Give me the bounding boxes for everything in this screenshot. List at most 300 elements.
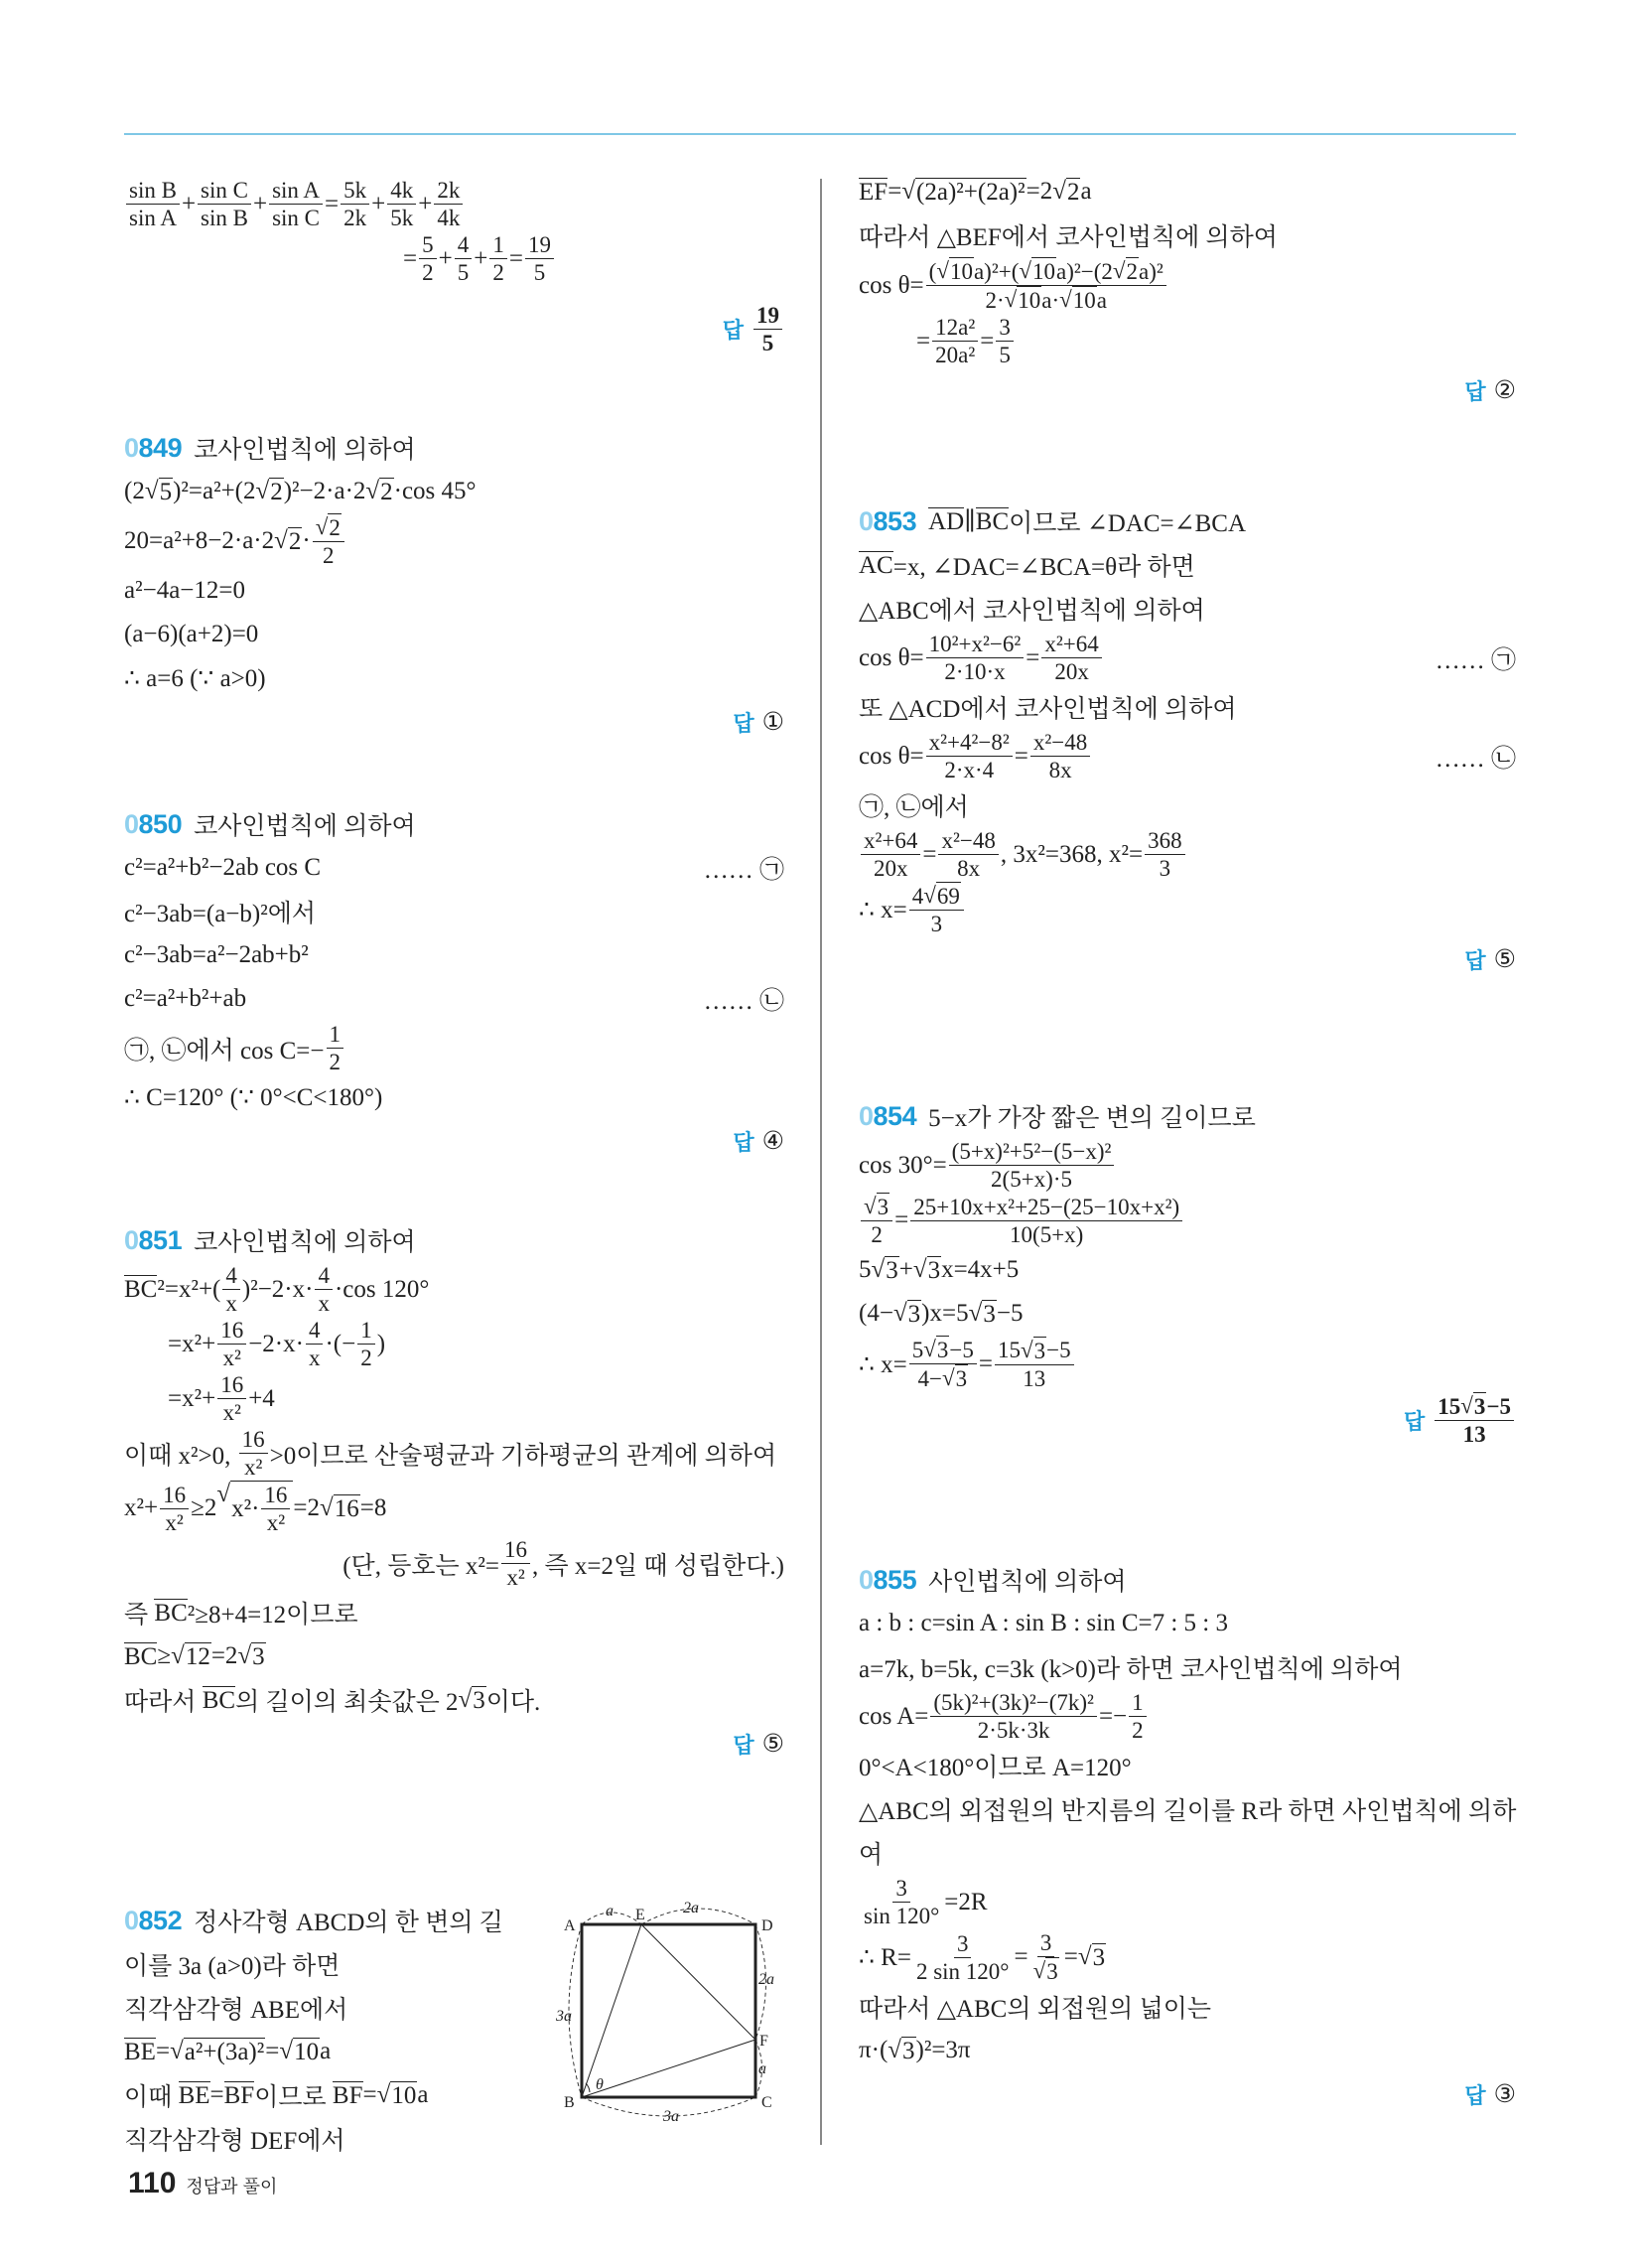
segment-overline: BC bbox=[154, 1599, 188, 1627]
fraction bbox=[1435, 1392, 1514, 1448]
square-root bbox=[893, 1300, 921, 1329]
solution-line bbox=[124, 1481, 784, 1536]
math-text: c²−3ab=(a−b)²에서 bbox=[124, 901, 317, 927]
square-root bbox=[888, 2037, 915, 2065]
math-text: 4 bbox=[225, 1263, 237, 1288]
square-root bbox=[274, 527, 302, 556]
label-d: D bbox=[761, 1917, 773, 1934]
math-text: ²≥8+4=12이므로 bbox=[187, 1602, 358, 1629]
math-text: x² bbox=[165, 1509, 184, 1535]
math-text: 15 bbox=[997, 1338, 1021, 1362]
segment-overline: BE bbox=[178, 2081, 210, 2109]
square-root bbox=[1033, 1957, 1059, 1985]
radicand bbox=[293, 2038, 320, 2066]
denominator bbox=[941, 658, 1008, 685]
math-text: 2 bbox=[1066, 178, 1080, 206]
square-root bbox=[365, 478, 393, 506]
answer-label: 답 bbox=[733, 710, 754, 736]
solution-line bbox=[859, 729, 1516, 783]
math-text: 3 bbox=[930, 912, 943, 936]
numerator bbox=[892, 1875, 910, 1903]
fraction bbox=[306, 1317, 324, 1371]
segment-overline: BC bbox=[202, 1686, 236, 1714]
segment-overline: AD bbox=[928, 507, 965, 535]
math-text: 즉 bbox=[124, 1602, 155, 1629]
square-root bbox=[145, 478, 173, 506]
radical-sign-icon: √ bbox=[923, 883, 936, 908]
fraction bbox=[1030, 1929, 1062, 1985]
fraction bbox=[910, 1194, 1182, 1248]
solution-line bbox=[124, 1536, 784, 1591]
denominator bbox=[503, 1564, 527, 1591]
math-text: = bbox=[894, 1206, 909, 1233]
math-text: 2(5+x)·5 bbox=[991, 1167, 1072, 1192]
math-text: )²−2·a·2 bbox=[283, 478, 366, 504]
fraction bbox=[357, 1317, 375, 1371]
math-text: x²−48 bbox=[941, 828, 996, 853]
math-text: = bbox=[403, 244, 418, 272]
square-root bbox=[279, 2038, 320, 2066]
math-text: 따라서 △BEF에서 코사인법칙에 의하여 bbox=[859, 224, 1278, 251]
solution-line bbox=[859, 213, 1516, 257]
fraction bbox=[434, 177, 463, 231]
denominator bbox=[1007, 1221, 1086, 1248]
math-text: 3 bbox=[895, 1876, 907, 1901]
math-text: 3 bbox=[1046, 1959, 1058, 1984]
square-root bbox=[872, 1256, 899, 1285]
math-text: 20=a²+8−2·a·2 bbox=[124, 527, 275, 554]
math-text: △ABC에서 코사인법칙에 의하여 bbox=[859, 598, 1205, 625]
math-text: 16 bbox=[334, 1494, 359, 1522]
math-text: a²+(3a)² bbox=[184, 2038, 265, 2065]
answer-value bbox=[1494, 2079, 1516, 2109]
denominator bbox=[327, 1049, 344, 1075]
radical-sign-icon: √ bbox=[901, 177, 916, 205]
fraction bbox=[217, 1317, 246, 1371]
numerator bbox=[126, 177, 180, 205]
label-e: E bbox=[635, 1907, 645, 1923]
fraction bbox=[419, 231, 437, 286]
math-text: =2 bbox=[210, 1642, 238, 1669]
radical-sign-icon: √ bbox=[1460, 1393, 1473, 1418]
math-text: ∴ x= bbox=[859, 897, 907, 923]
math-text: cos θ= bbox=[859, 742, 924, 770]
math-text: 5 bbox=[159, 478, 173, 505]
math-text: 368 bbox=[1148, 828, 1182, 853]
solution-line bbox=[859, 1193, 1516, 1248]
math-text: 3 bbox=[1473, 1394, 1486, 1419]
fraction bbox=[1030, 729, 1090, 783]
numerator bbox=[434, 177, 463, 205]
radicand bbox=[159, 478, 174, 506]
denominator bbox=[306, 1345, 324, 1371]
math-text: cos A= bbox=[859, 1702, 929, 1730]
radicand bbox=[1045, 1957, 1059, 1985]
math-text: 5 bbox=[457, 260, 470, 285]
denominator bbox=[928, 911, 946, 937]
radical-sign-icon: √ bbox=[942, 1365, 955, 1390]
solution-line bbox=[859, 827, 1516, 882]
math-text: sin B bbox=[129, 178, 177, 203]
segment-overline: BC bbox=[124, 1642, 158, 1670]
math-text: ≥ bbox=[157, 1642, 172, 1669]
fraction bbox=[313, 513, 344, 569]
math-text: 20a² bbox=[935, 343, 976, 367]
numerator bbox=[261, 1482, 290, 1509]
math-text: 20x bbox=[1054, 659, 1089, 684]
radical-sign-icon: √ bbox=[936, 258, 949, 283]
math-text: = bbox=[362, 2081, 377, 2108]
denominator bbox=[387, 205, 416, 231]
math-text: 2·x·4 bbox=[944, 758, 995, 782]
numerator bbox=[313, 513, 344, 542]
math-text: 3 bbox=[877, 1195, 889, 1219]
radicand bbox=[901, 2037, 916, 2065]
math-text: 코사인법칙에 의하여 bbox=[194, 437, 416, 464]
radical-sign-icon: √ bbox=[888, 2036, 902, 2063]
problem-number-prefix: 0 bbox=[859, 505, 874, 536]
problem-number-rest: 853 bbox=[873, 505, 917, 536]
problem-number bbox=[124, 433, 182, 464]
radical-sign-icon: √ bbox=[1004, 287, 1018, 312]
problem-number bbox=[859, 506, 916, 537]
square-root bbox=[320, 1494, 360, 1523]
math-text: 13 bbox=[1462, 1422, 1486, 1447]
math-text: = bbox=[888, 178, 902, 205]
solution-line bbox=[859, 1929, 1516, 1985]
math-text: −5 bbox=[1486, 1393, 1511, 1419]
fraction bbox=[269, 177, 323, 231]
math-text: 4k bbox=[390, 178, 414, 203]
fraction bbox=[501, 1536, 530, 1591]
denominator bbox=[241, 1454, 265, 1481]
solution-line bbox=[859, 1602, 1516, 1645]
solution-line bbox=[859, 1292, 1516, 1336]
math-text: 코사인법칙에 의하여 bbox=[194, 813, 416, 840]
solution-line bbox=[124, 470, 784, 513]
radical-sign-icon: √ bbox=[144, 477, 159, 504]
fraction bbox=[341, 177, 369, 231]
math-text: = bbox=[1026, 643, 1040, 671]
solution-line bbox=[859, 1875, 1516, 1929]
solution-line bbox=[124, 613, 784, 656]
math-text: = bbox=[916, 327, 931, 354]
math-text: 2 bbox=[288, 527, 302, 555]
math-text: · bbox=[302, 527, 311, 554]
math-text: x=4x+5 bbox=[941, 1256, 1020, 1283]
radical-sign-icon: √ bbox=[170, 2037, 184, 2064]
math-text: 1 bbox=[1132, 1690, 1144, 1715]
math-text: 의 길이의 최솟값은 2 bbox=[235, 1689, 459, 1716]
square-root bbox=[1005, 286, 1042, 314]
denominator bbox=[455, 259, 473, 286]
math-text: )²=3π bbox=[915, 2037, 971, 2063]
numerator bbox=[341, 177, 369, 205]
denominator bbox=[1157, 855, 1174, 882]
solution-line bbox=[859, 685, 1516, 729]
solution-line bbox=[124, 1262, 784, 1317]
problem-number bbox=[859, 1101, 916, 1132]
math-text: sin 120° bbox=[864, 1904, 940, 1928]
solution-0854 bbox=[859, 1094, 1516, 1448]
solution-line bbox=[859, 1689, 1516, 1744]
denominator bbox=[915, 1364, 972, 1392]
square-root bbox=[901, 178, 1026, 207]
square-root bbox=[256, 478, 284, 506]
solution-line bbox=[859, 1744, 1516, 1787]
denominator bbox=[1030, 1957, 1062, 1985]
math-text: =2 bbox=[293, 1494, 321, 1521]
math-text: a bbox=[320, 2038, 332, 2064]
math-text: + bbox=[181, 190, 197, 217]
math-text: 사인법칙에 의하여 bbox=[928, 1569, 1127, 1596]
math-text: 5 bbox=[999, 343, 1011, 367]
label-b: B bbox=[564, 2094, 575, 2111]
math-text: = bbox=[265, 2038, 280, 2064]
math-text: △ABC의 외접원의 반지름의 길이를 R라 하면 사인법칙에 의하 bbox=[859, 1798, 1517, 1825]
math-text: 10 bbox=[1018, 288, 1041, 313]
math-text: 2· bbox=[985, 287, 1005, 313]
math-text: a)²+( bbox=[973, 258, 1020, 284]
math-text: (5+x)²+5²−(5−x)² bbox=[951, 1139, 1112, 1164]
math-text: 2 bbox=[1132, 1718, 1144, 1743]
math-text: x²+ bbox=[124, 1494, 159, 1521]
math-text: (2 bbox=[124, 478, 145, 504]
math-text: 3 bbox=[907, 1300, 921, 1328]
answer-label: 답 bbox=[722, 318, 744, 343]
denominator bbox=[975, 1717, 1053, 1744]
math-text: cos θ= bbox=[859, 271, 924, 299]
math-text: 따라서 △ABC의 외접원의 넓이는 bbox=[859, 1996, 1212, 2023]
radicand bbox=[1072, 286, 1097, 314]
fraction bbox=[126, 177, 180, 231]
math-text: x²· bbox=[231, 1494, 260, 1522]
math-text: 8x bbox=[957, 856, 981, 881]
angle-arc bbox=[586, 2083, 590, 2092]
math-text: 10 bbox=[949, 259, 973, 284]
math-text: =2 bbox=[1026, 178, 1053, 205]
radicand bbox=[927, 1256, 942, 1285]
square-diagram bbox=[556, 1887, 814, 2145]
math-text: 5 bbox=[859, 1256, 872, 1283]
problem-number-rest: 852 bbox=[138, 1905, 183, 1935]
radicand bbox=[251, 1642, 266, 1671]
page-number: 110 bbox=[128, 2167, 177, 2199]
answer-value bbox=[752, 302, 784, 356]
problem-number-rest: 854 bbox=[873, 1100, 917, 1131]
fraction bbox=[198, 177, 251, 231]
numerator bbox=[932, 314, 978, 342]
numerator bbox=[909, 882, 964, 911]
radical-sign-icon: √ bbox=[1112, 258, 1126, 283]
numerator bbox=[954, 1930, 972, 1958]
radicand bbox=[955, 1364, 969, 1392]
radical-sign-icon: √ bbox=[864, 1194, 877, 1218]
square-root bbox=[1078, 1943, 1106, 1972]
problem-number-rest: 855 bbox=[873, 1564, 917, 1595]
math-text: c²=a²+b²+ab bbox=[124, 985, 247, 1012]
math-text: 4k bbox=[437, 206, 461, 230]
radicand bbox=[1017, 286, 1041, 314]
math-text: 13 bbox=[1023, 1365, 1046, 1391]
problem-number bbox=[124, 1906, 182, 1936]
segment-overline: BF bbox=[223, 2081, 255, 2109]
math-text: + bbox=[474, 244, 488, 272]
denominator bbox=[531, 259, 549, 286]
numerator bbox=[198, 177, 251, 205]
fraction bbox=[913, 1930, 1013, 1985]
numerator bbox=[938, 827, 998, 855]
fraction bbox=[930, 1689, 1097, 1744]
denominator bbox=[868, 1221, 886, 1248]
math-text: 따라서 bbox=[124, 1689, 203, 1716]
math-text: 직각삼각형 DEF에서 bbox=[124, 2128, 345, 2155]
answer-line bbox=[859, 2072, 1516, 2116]
denominator bbox=[861, 1903, 942, 1929]
square-root bbox=[170, 2038, 265, 2066]
math-text: 3 bbox=[886, 1256, 898, 1284]
math-text: 5 bbox=[761, 331, 774, 355]
math-text: ④ bbox=[761, 1128, 784, 1155]
problem-heading bbox=[124, 1218, 784, 1262]
square-root bbox=[923, 882, 961, 910]
numerator bbox=[926, 729, 1013, 757]
denominator bbox=[932, 342, 978, 368]
radicand bbox=[230, 1481, 293, 1536]
radicand bbox=[982, 1300, 997, 1329]
fraction bbox=[938, 827, 998, 882]
fraction bbox=[315, 1262, 333, 1317]
radical-sign-icon: √ bbox=[1032, 1958, 1046, 1983]
denominator bbox=[913, 1958, 1013, 1985]
math-text: + bbox=[898, 1256, 913, 1283]
math-text: (a−6)(a+2)=0 bbox=[124, 621, 259, 647]
solution-line bbox=[124, 656, 784, 700]
numerator bbox=[1145, 827, 1185, 855]
math-text: 2 bbox=[360, 1346, 372, 1370]
fraction bbox=[926, 257, 1166, 314]
math-text: a)²−(2 bbox=[1055, 258, 1113, 284]
radicand bbox=[1473, 1392, 1487, 1420]
radical-sign-icon: √ bbox=[365, 477, 380, 504]
math-text: 2 bbox=[492, 260, 504, 285]
solution-line bbox=[859, 783, 1516, 827]
square-root bbox=[942, 1364, 968, 1392]
numerator bbox=[501, 1536, 530, 1564]
math-text: −2·x· bbox=[248, 1330, 304, 1357]
answer-label: 답 bbox=[1464, 947, 1486, 973]
math-text: ∥ bbox=[964, 508, 976, 535]
numerator bbox=[455, 231, 473, 259]
solution-line bbox=[859, 170, 1516, 213]
math-text: x² bbox=[222, 1346, 241, 1370]
radical-sign-icon: √ bbox=[216, 1481, 231, 1507]
square-root bbox=[1021, 1337, 1046, 1364]
label-a: A bbox=[564, 1917, 576, 1934]
fraction bbox=[455, 231, 473, 286]
math-text: 3 bbox=[252, 1642, 265, 1670]
math-text: −5 bbox=[996, 1300, 1024, 1327]
math-text: a²−4a−12=0 bbox=[124, 577, 245, 604]
math-text: a : b : c=sin A : sin B : sin C=7 : 5 : 3 bbox=[859, 1610, 1228, 1636]
square-root bbox=[216, 1481, 293, 1536]
math-text: 10 bbox=[294, 2038, 320, 2065]
math-text: = bbox=[155, 2038, 171, 2064]
equation-marker: …… ㉠ bbox=[703, 857, 784, 884]
math-text: 5 bbox=[533, 260, 546, 285]
math-text: = bbox=[1014, 1943, 1028, 1970]
radical-sign-icon: √ bbox=[376, 2080, 391, 2108]
radicand bbox=[1033, 1337, 1047, 1364]
numerator bbox=[217, 1317, 246, 1345]
radical-sign-icon: √ bbox=[1059, 287, 1072, 312]
denominator bbox=[988, 1166, 1075, 1193]
solution-line bbox=[859, 257, 1516, 314]
fraction bbox=[753, 302, 782, 356]
math-text: (단, 등호는 x²= bbox=[342, 1552, 500, 1580]
fraction bbox=[261, 1482, 290, 1536]
math-text: 2·10·x bbox=[944, 659, 1006, 684]
radical-sign-icon: √ bbox=[1077, 1942, 1092, 1970]
solution-0853 bbox=[859, 499, 1516, 981]
segment-overline: BE bbox=[124, 2038, 156, 2065]
solution-0849 bbox=[124, 426, 784, 744]
problem-number-prefix: 0 bbox=[124, 432, 139, 463]
solution-0852-continued bbox=[859, 170, 1516, 412]
solution-line bbox=[859, 1787, 1516, 1831]
solution-0848-continued bbox=[124, 177, 784, 356]
math-text: 3 bbox=[927, 1256, 941, 1284]
radicand bbox=[1031, 257, 1056, 285]
problem-number-prefix: 0 bbox=[124, 808, 139, 839]
fraction bbox=[525, 231, 554, 286]
answer-value bbox=[1433, 1392, 1516, 1448]
solution-line bbox=[124, 231, 784, 286]
numerator bbox=[996, 314, 1014, 342]
math-text: 2 bbox=[323, 543, 335, 568]
radical-sign-icon: √ bbox=[274, 526, 288, 554]
square-root bbox=[913, 1256, 941, 1285]
radicand bbox=[288, 527, 303, 556]
denominator bbox=[1129, 1717, 1147, 1744]
triangle-bef bbox=[582, 1924, 755, 2097]
radicand bbox=[1092, 1943, 1107, 1972]
problem-heading bbox=[859, 1558, 1516, 1602]
math-text: 15 bbox=[1437, 1393, 1461, 1419]
square-root bbox=[171, 1642, 211, 1671]
segment-overline: BC bbox=[124, 1276, 158, 1303]
math-text: 4 bbox=[318, 1263, 330, 1288]
math-text: 3 bbox=[473, 1686, 485, 1714]
solution-line bbox=[124, 1591, 784, 1634]
numerator bbox=[753, 302, 782, 330]
math-text: (2a)²+(2a)² bbox=[916, 178, 1026, 206]
math-text: ²=x²+( bbox=[157, 1275, 221, 1303]
math-text: x²−48 bbox=[1032, 730, 1088, 755]
solution-line bbox=[124, 1021, 784, 1075]
radicand bbox=[936, 1336, 950, 1363]
square-root bbox=[316, 513, 342, 541]
fraction bbox=[932, 314, 978, 368]
denominator bbox=[264, 1509, 288, 1536]
math-text: a bbox=[1080, 178, 1092, 205]
math-text: a bbox=[1096, 287, 1107, 313]
math-text: 이때 bbox=[124, 2084, 179, 2111]
radical-sign-icon: √ bbox=[892, 1299, 907, 1327]
math-text: = bbox=[978, 1349, 993, 1377]
denominator bbox=[315, 1290, 333, 1317]
problem-number-prefix: 0 bbox=[859, 1100, 874, 1131]
